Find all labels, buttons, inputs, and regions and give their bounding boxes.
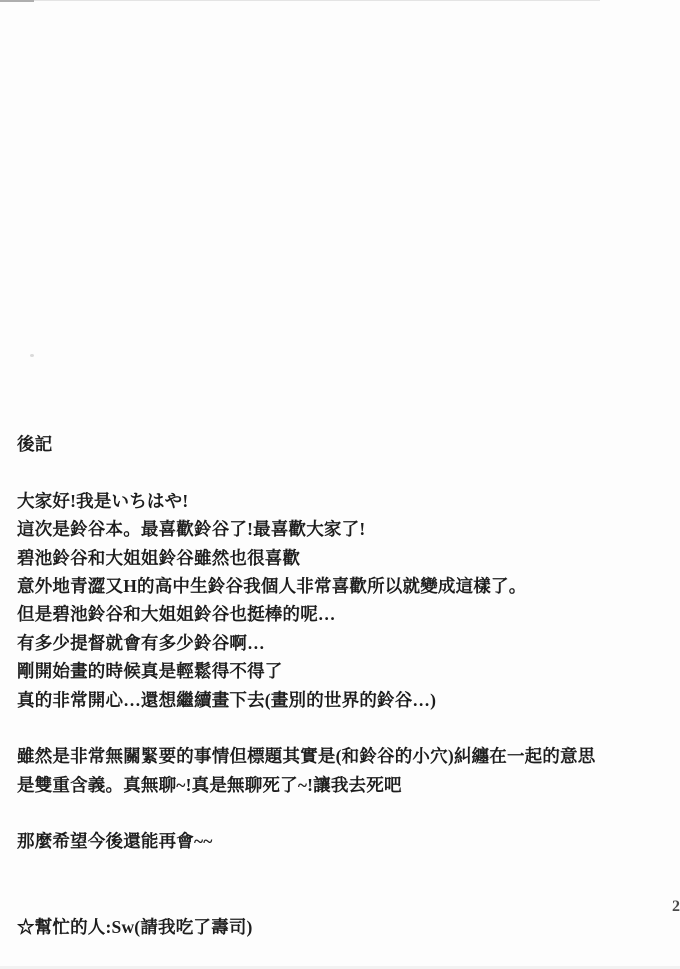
text-line: 意外地青澀又H的高中生鈴谷我個人非常喜歡所以就變成這樣了。 xyxy=(17,575,527,596)
scan-artifact-top-corner xyxy=(0,0,34,2)
scan-artifact-top-line xyxy=(0,0,600,1)
blank-line xyxy=(17,458,677,486)
text-line: 但是碧池鈴谷和大姐姐鈴谷也挺棒的呢… xyxy=(17,604,336,625)
blank-line xyxy=(17,799,677,827)
blank-line xyxy=(17,884,677,912)
afterword-heading: 後記 xyxy=(17,434,53,454)
text-line: 雖然是非常無關緊要的事情但標題其實是(和鈴谷的小穴)糾纏在一起的意思 xyxy=(17,746,596,767)
text-line: 有多少提督就會有多少鈴谷啊… xyxy=(17,632,265,653)
text-line: 大家好!我是いちはや! xyxy=(17,490,189,511)
blank-line xyxy=(17,856,677,884)
closing-line: 那麼希望今後還能再會~~ xyxy=(17,831,213,852)
blank-line xyxy=(17,714,677,742)
text-line: 這次是鈴谷本。最喜歡鈴谷了!最喜歡大家了! xyxy=(17,519,366,540)
text-line: 剛開始畫的時候真是輕鬆得不得了 xyxy=(17,661,283,682)
afterword-text-block xyxy=(17,430,677,941)
page-number: 2 xyxy=(672,898,680,915)
scan-artifact-speck xyxy=(30,354,34,357)
credits-line: ☆幫忙的人:Sw(請我吃了壽司) xyxy=(17,916,253,937)
text-line: 真的非常開心…還想繼續畫下去(畫別的世界的鈴谷…) xyxy=(17,689,437,710)
text-line: 是雙重含義。真無聊~!真是無聊死了~!讓我去死吧 xyxy=(17,774,402,795)
text-line: 碧池鈴谷和大姐姐鈴谷雖然也很喜歡 xyxy=(17,547,301,568)
